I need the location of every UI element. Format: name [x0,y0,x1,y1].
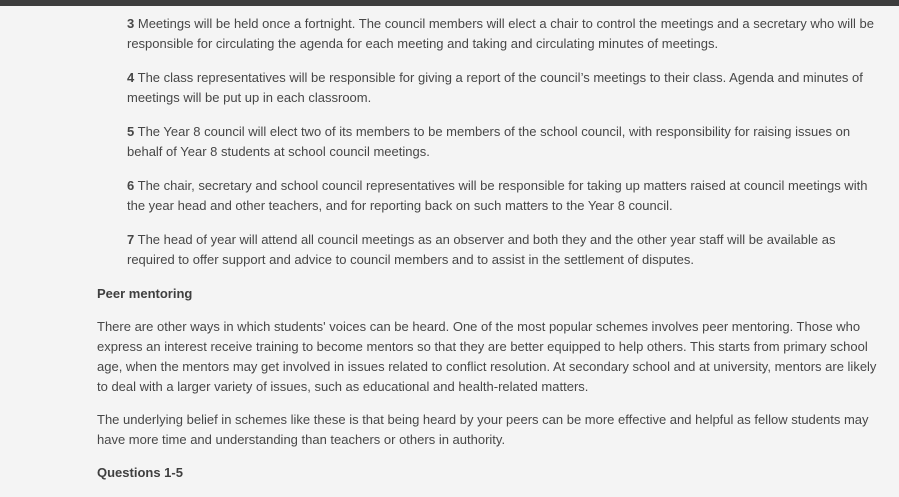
rule-item-7 [127,230,877,270]
rule-number: 3 [127,16,135,31]
rule-item-4 [127,68,877,108]
rule-number: 5 [127,124,135,139]
rule-text: The head of year will attend all council meetings as an observer and both they and the other year staff will be available as required to offer support and advice to council members and to assist in the settlement of disputes. [127,232,836,267]
rule-text: The class representatives will be responsible for giving a report of the council’s meetings to their class. Agenda and minutes of meetings will be put up in each classroom. [127,70,863,105]
rule-text: The chair, secretary and school council representatives will be responsible for taking up matters raised at council meetings with the year head and other teachers, and for reporting back on such matters to the Year 8 council. [127,178,868,213]
reading-passage [97,14,877,496]
questions-heading: Questions 1-5 [97,465,183,480]
rule-number: 4 [127,70,135,85]
rule-text: Meetings will be held once a fortnight. The council members will elect a chair to control the meetings and a secretary who will be responsible for circulating the agenda for each meeting and taking and circulating minutes of meetings. [127,16,874,51]
section-heading-peer-mentoring: Peer mentoring [97,286,193,301]
rule-number: 7 [127,232,135,247]
rule-number: 6 [127,178,135,193]
top-bar [0,0,899,6]
paragraph: There are other ways in which students' voices can be heard. One of the most popular schemes involves peer mentoring. Those who express an interest receive training to become mentors so that they are better equipped to help others. This starts from primary school age, when the mentors may get involved in issues related to conflict resolution. At secondary school and at university, mentors are likely to deal with a larger variety of issues, such as educational and health-related matters. [97,319,877,394]
paragraph: The underlying belief in schemes like these is that being heard by your peers can be more effective and helpful as fellow students may have more time and understanding than teachers or others in authority. [97,412,869,447]
rule-item-5 [127,122,877,162]
rule-item-6 [127,176,877,216]
rule-text: The Year 8 council will elect two of its members to be members of the school council, with responsibility for raising issues on behalf of Year 8 students at school council meetings. [127,124,851,159]
rule-item-3 [127,14,877,54]
